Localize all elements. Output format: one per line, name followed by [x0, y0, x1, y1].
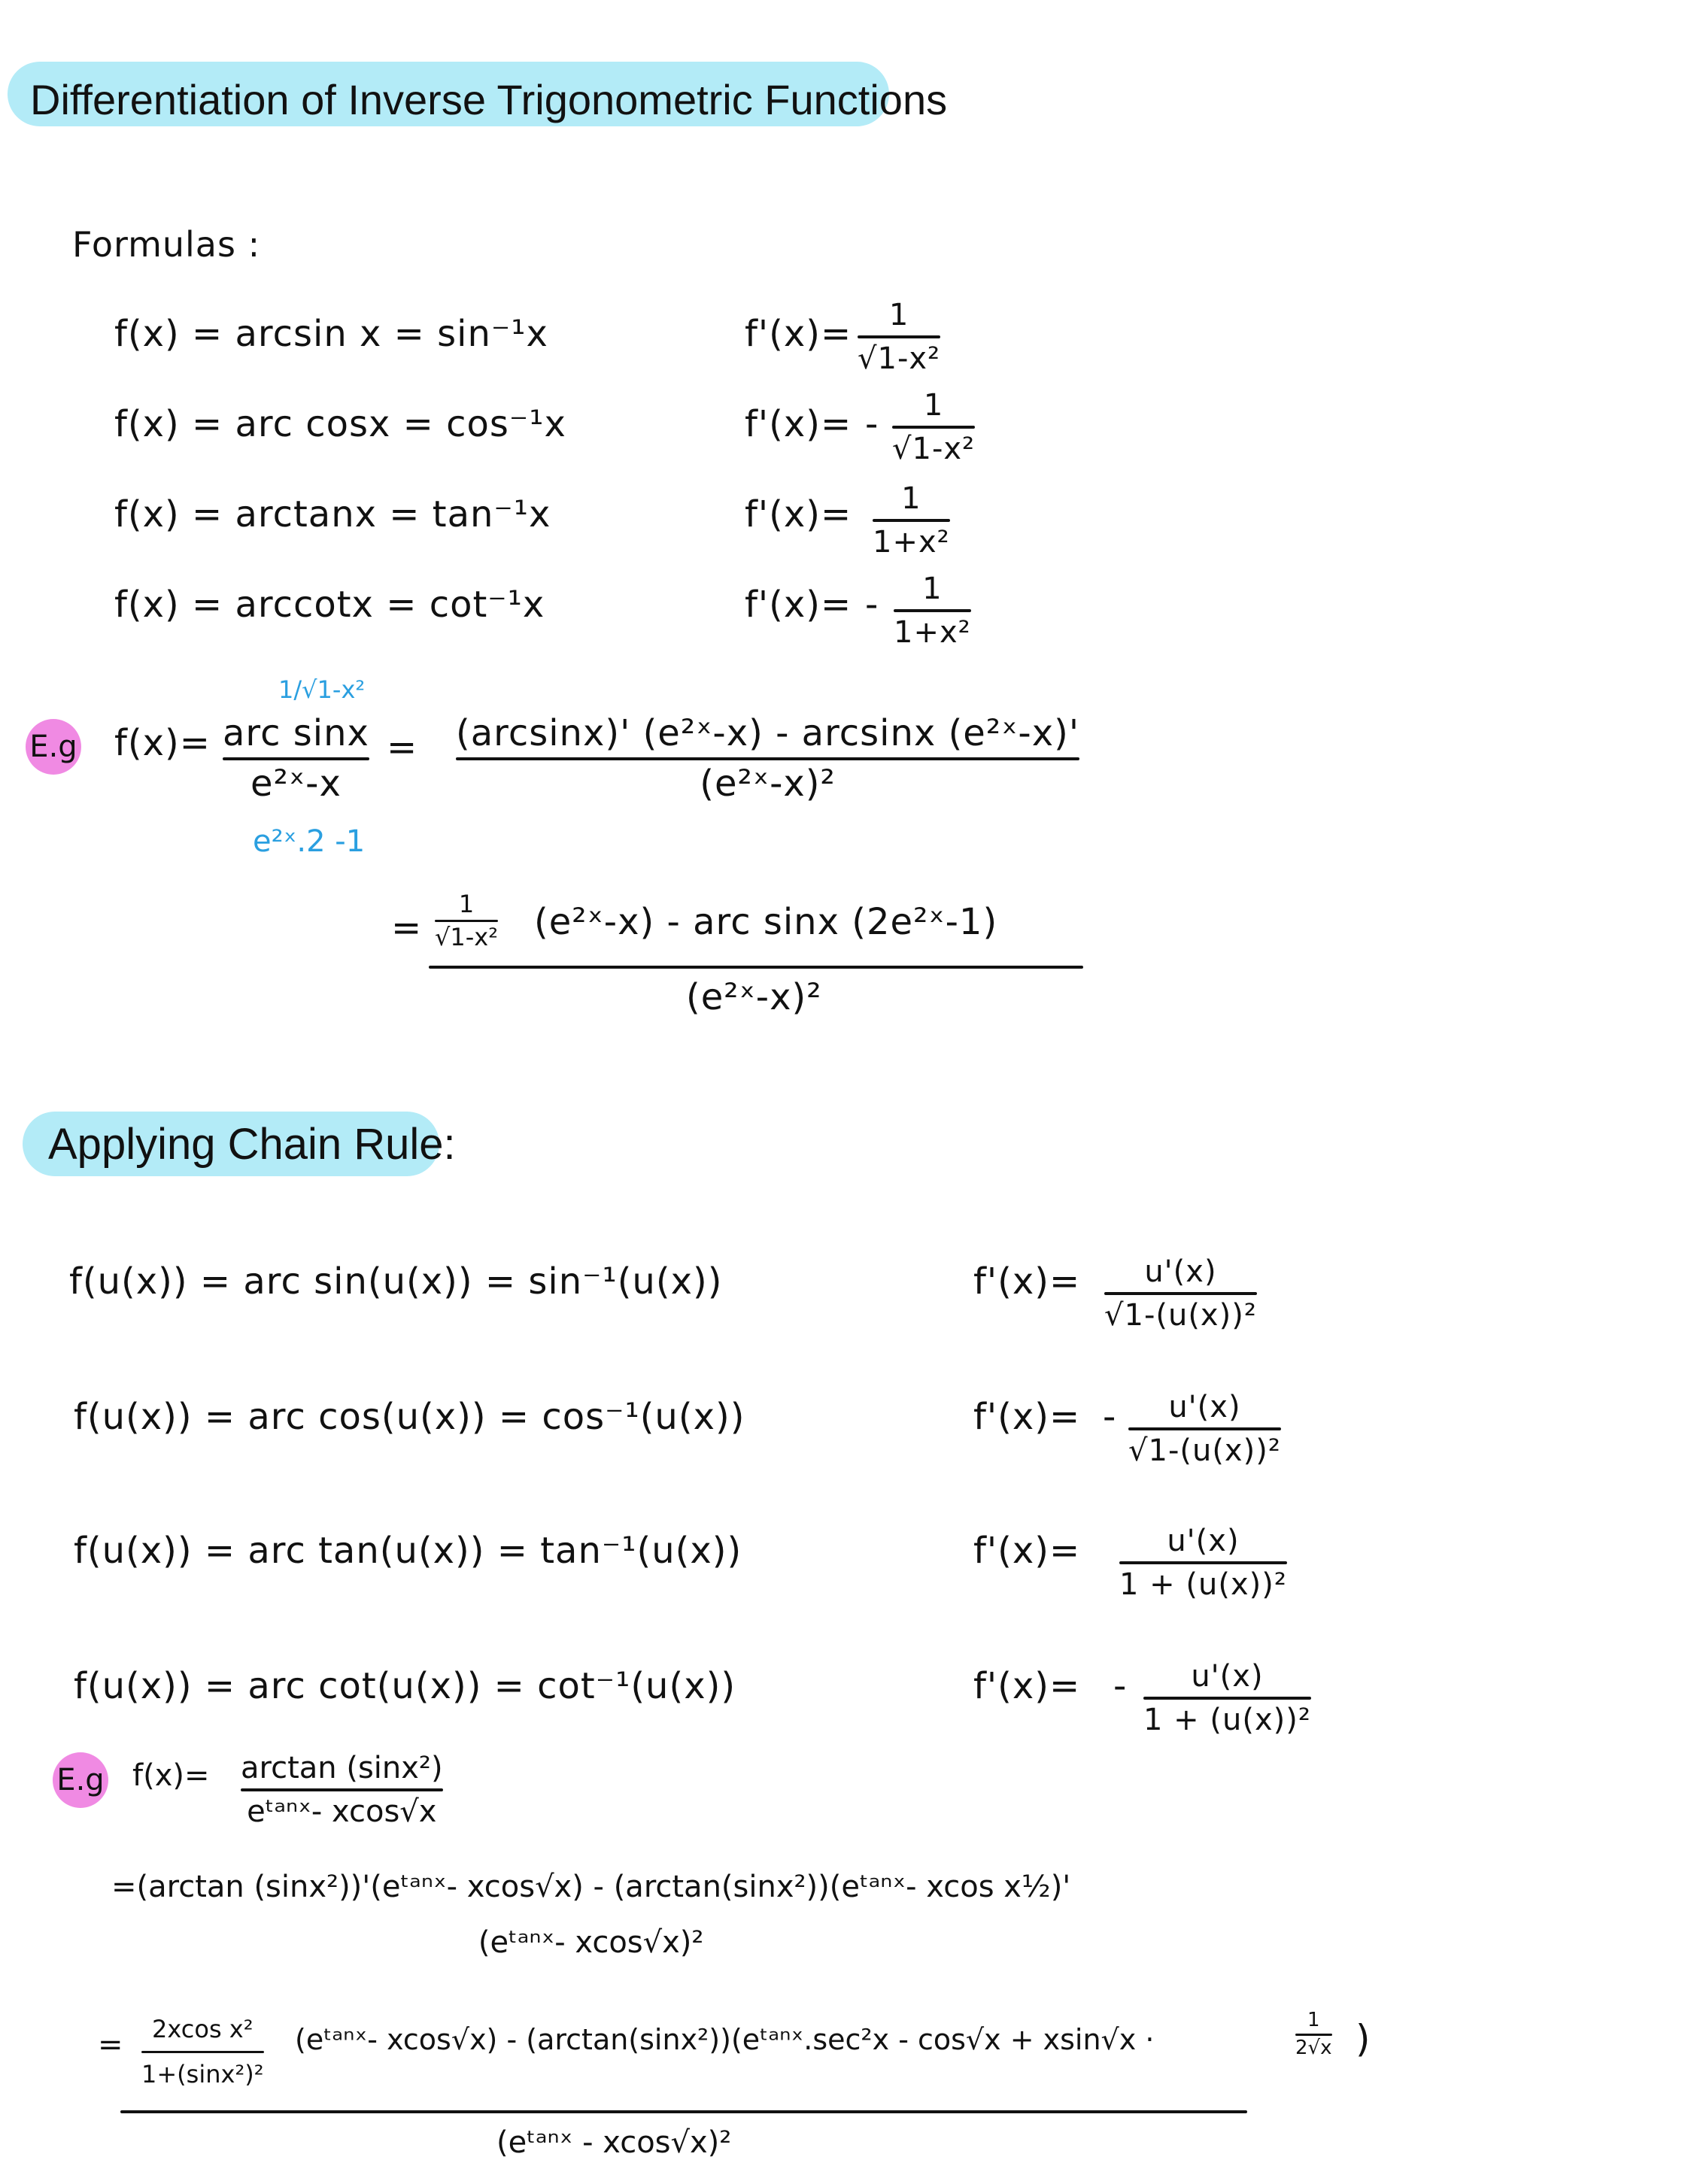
deriv-arccos-lhs: f'(x)=	[745, 403, 852, 445]
chain-deriv-arcsin-num: u'(x)	[1144, 1254, 1217, 1289]
example2-step2-frac-num: 2xcos x²	[152, 2015, 254, 2043]
deriv-arccos-den: √1-x²	[892, 432, 976, 466]
chain-deriv-arccot-sign: -	[1113, 1665, 1128, 1707]
chain-deriv-arccos-fraction	[1128, 1390, 1281, 1468]
example1-step2-frac-den: √1-x²	[435, 922, 499, 951]
fraction-bar	[141, 2051, 264, 2053]
fraction-bar	[435, 920, 498, 922]
deriv-arctan-fraction	[873, 481, 950, 560]
example2-fraction	[241, 1751, 443, 1829]
fraction-bar	[858, 335, 940, 338]
example2-step2-close: )	[1356, 2017, 1371, 2061]
formula-arccot: f(x) = arccotx = cot⁻¹x	[114, 584, 545, 626]
deriv-arccot-num: 1	[922, 572, 943, 606]
deriv-arctan-num: 1	[901, 481, 921, 516]
example2-step1-den: (eᵗᵃⁿˣ- xcos√x)²	[478, 1925, 704, 1960]
example1-lhs: f(x)=	[114, 722, 211, 764]
chain-deriv-arctan-fraction	[1119, 1524, 1287, 1602]
fraction-bar	[1143, 1697, 1311, 1700]
example2-step1-num: =(arctan (sinx²))'(eᵗᵃⁿˣ- xcos√x) - (arctan(sinx²))(eᵗᵃⁿˣ- xcos x½)'	[111, 1870, 1071, 1904]
chain-arccos: f(u(x)) = arc cos(u(x)) = cos⁻¹(u(x))	[74, 1396, 745, 1438]
deriv-arccot-lhs: f'(x)=	[745, 584, 852, 626]
example1-step1-den: (e²ˣ-x)²	[700, 763, 836, 805]
example2-step1	[111, 1870, 1070, 1960]
example1-step2-small-fraction	[435, 890, 498, 951]
chain-deriv-arccot-den: 1 + (u(x))²	[1143, 1703, 1311, 1737]
formula-arctan: f(x) = arctanx = tan⁻¹x	[114, 493, 551, 535]
chain-deriv-arctan-num: u'(x)	[1167, 1524, 1240, 1558]
fraction-bar	[1104, 1292, 1257, 1295]
chain-deriv-arcsin-fraction	[1104, 1254, 1257, 1333]
chain-deriv-arccot-num: u'(x)	[1191, 1659, 1264, 1694]
chain-deriv-arccot-fraction	[1143, 1659, 1311, 1737]
fraction-bar	[1119, 1561, 1287, 1564]
chain-arcsin: f(u(x)) = arc sin(u(x)) = sin⁻¹(u(x))	[69, 1260, 723, 1303]
example2-step2-equals: =	[98, 2028, 123, 2062]
chain-deriv-arccos-lhs: f'(x)=	[973, 1396, 1081, 1438]
example2-badge: E.g	[53, 1752, 108, 1808]
page-title: Differentiation of Inverse Trigonometric Functions	[30, 76, 948, 123]
formula-arccos: f(x) = arc cosx = cos⁻¹x	[114, 403, 566, 445]
fraction-bar	[1295, 2034, 1332, 2036]
deriv-arcsin-fraction	[858, 298, 940, 376]
example2-lhs: f(x)=	[132, 1758, 210, 1793]
chain-deriv-arccos-den: √1-(u(x))²	[1128, 1433, 1281, 1468]
example1-den: e²ˣ-x	[250, 763, 342, 805]
example2-step2-frac-den: 1+(sinx²)²	[141, 2059, 264, 2088]
chain-deriv-arccos-sign: -	[1103, 1396, 1117, 1438]
fraction-bar	[1128, 1427, 1281, 1430]
deriv-arccos-num: 1	[923, 388, 944, 423]
chain-deriv-arccot-lhs: f'(x)=	[973, 1665, 1081, 1707]
example2-num: arctan (sinx²)	[241, 1751, 443, 1785]
example1-step2-den: (e²ˣ-x)²	[686, 976, 822, 1018]
chain-arctan: f(u(x)) = arc tan(u(x)) = tan⁻¹(u(x))	[74, 1530, 742, 1572]
example2-step2-den: (eᵗᵃⁿˣ - xcos√x)²	[496, 2125, 732, 2160]
deriv-arctan-lhs: f'(x)=	[745, 493, 852, 535]
example1-step1-num: (arcsinx)' (e²ˣ-x) - arcsinx (e²ˣ-x)'	[456, 712, 1080, 754]
deriv-arccot-sign: -	[865, 584, 879, 626]
example1-note-top: 1/√1-x²	[278, 675, 366, 704]
deriv-arcsin-den: √1-x²	[858, 341, 941, 376]
example-badge: E.g	[26, 719, 81, 775]
deriv-arcsin-lhs: f'(x)=	[745, 313, 852, 355]
example1-equals: =	[387, 726, 418, 769]
example1-num: arc sinx	[223, 712, 369, 754]
fraction-bar	[223, 757, 369, 760]
example2-step2-tiny-num: 1	[1307, 2009, 1320, 2031]
fraction-bar	[873, 519, 950, 522]
deriv-arccos-sign: -	[865, 403, 879, 445]
chain-deriv-arcsin-lhs: f'(x)=	[973, 1260, 1081, 1303]
chain-arccot: f(u(x)) = arc cot(u(x)) = cot⁻¹(u(x))	[74, 1665, 736, 1707]
deriv-arccot-fraction	[894, 572, 971, 650]
example1-step2-frac-num: 1	[458, 890, 475, 918]
example1-step2-bar	[429, 966, 1083, 969]
example1-note-bottom: e²ˣ.2 -1	[253, 824, 366, 859]
example2-step2-tiny-fraction	[1295, 2010, 1332, 2060]
fraction-bar	[241, 1788, 443, 1791]
formula-arcsin: f(x) = arcsin x = sin⁻¹x	[114, 313, 548, 355]
formulas-label: Formulas :	[72, 224, 261, 265]
chain-deriv-arctan-den: 1 + (u(x))²	[1119, 1567, 1287, 1602]
example1-step2-rest: (e²ˣ-x) - arc sinx (2e²ˣ-1)	[534, 901, 998, 943]
fraction-bar	[456, 757, 1079, 760]
example1-step2-equals: =	[391, 907, 423, 949]
example2-step2-rest: (eᵗᵃⁿˣ- xcos√x) - (arctan(sinx²))(eᵗᵃⁿˣ.sec²x - cos√x + xsin√x ·	[295, 2023, 1155, 2056]
example1-fraction	[223, 713, 369, 805]
example2-step2-tiny-den: 2√x	[1295, 2036, 1332, 2059]
example2-step2-small-fraction	[141, 2016, 264, 2088]
chain-title: Applying Chain Rule:	[48, 1120, 456, 1169]
example2-step2-bar	[120, 2110, 1247, 2113]
deriv-arccot-den: 1+x²	[894, 615, 971, 650]
example1-step1	[456, 713, 1079, 805]
deriv-arcsin-num: 1	[888, 298, 909, 332]
fraction-bar	[892, 426, 975, 429]
chain-deriv-arcsin-den: √1-(u(x))²	[1104, 1298, 1257, 1333]
example2-den: eᵗᵃⁿˣ- xcos√x	[247, 1794, 437, 1829]
deriv-arccos-fraction	[892, 388, 975, 466]
chain-deriv-arctan-lhs: f'(x)=	[973, 1530, 1081, 1572]
fraction-bar	[894, 609, 971, 612]
chain-deriv-arccos-num: u'(x)	[1168, 1390, 1241, 1424]
deriv-arctan-den: 1+x²	[873, 525, 950, 560]
